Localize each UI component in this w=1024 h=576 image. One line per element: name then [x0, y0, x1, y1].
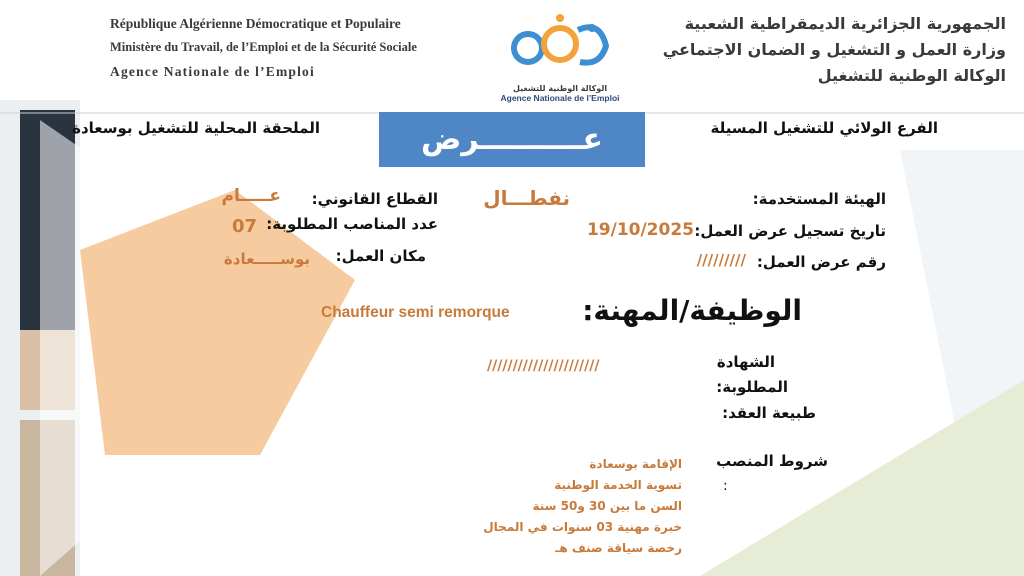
condition-item: السن ما بين 30 و50 سنة — [532, 499, 682, 513]
registration-date-value: 19/10/2025 — [586, 220, 694, 240]
legal-sector-value: عـــــام — [221, 186, 281, 206]
annex-office-title: الملحقة المحلية للتشغيل بوسعادة — [72, 119, 320, 137]
diploma-required-label: المطلوبة: — [716, 378, 788, 396]
legal-sector-label: القطاع القانوني: — [311, 190, 438, 208]
header-ar-line3: الوكالة الوطنية للتشغيل — [817, 66, 1006, 85]
condition-item: خبرة مهنية 03 سنوات في المجال — [483, 520, 682, 534]
workplace-value: بوســـــعادة — [223, 250, 310, 268]
conditions-colon: : — [723, 478, 728, 494]
offer-number-value: ///////// — [696, 251, 746, 269]
header-ar-line2: وزارة العمل و التشغيل و الضمان الاجتماعي — [662, 40, 1006, 59]
contract-type-label: طبيعة العقد: — [722, 404, 816, 422]
condition-item: تسوية الخدمة الوطنية — [554, 478, 682, 492]
logo-ar-text: الوكالة الوطنية للتشغيل — [512, 84, 608, 93]
workplace-label: مكان العمل: — [335, 247, 426, 265]
offer-banner: عــــــــــرض — [379, 112, 645, 167]
registration-date-label: تاريخ تسجيل عرض العمل: — [694, 222, 886, 240]
job-title-value: Chauffeur semi remorque — [321, 304, 510, 321]
diploma-label: الشهادة — [716, 353, 775, 371]
offer-number-label: رقم عرض العمل: — [756, 253, 886, 271]
condition-item: الإقامة بوسعادة — [589, 457, 682, 471]
conditions-label: شروط المنصب — [716, 452, 828, 470]
logo-fr-text: Agence Nationale de l’Emploi — [500, 93, 620, 103]
employer-label: الهيئة المستخدمة: — [752, 190, 886, 208]
logo-mark-icon — [500, 10, 620, 80]
condition-item: رخصة سياقة صنف هـ — [555, 541, 682, 555]
diploma-value: ////////////////////// — [487, 358, 600, 374]
job-title-label: الوظيفة/المهنة: — [582, 294, 802, 327]
positions-count-label: عدد المناصب المطلوبة: — [266, 215, 438, 233]
positions-count-value: 07 — [231, 216, 257, 237]
header-ar-line1: الجمهورية الجزائرية الديمقراطية الشعبية — [684, 14, 1006, 33]
employer-value: نفطـــال — [483, 186, 570, 210]
header-fr-line2: Ministère du Travail, de l’Emploi et de la Sécurité Sociale — [110, 40, 417, 54]
agency-logo — [500, 10, 620, 110]
header-fr-line1: République Algérienne Démocratique et Populaire — [110, 16, 401, 31]
header-fr-line3: Agence Nationale de l’Emploi — [110, 64, 315, 79]
branch-office-title: الفرع الولائي للتشغيل المسيلة — [710, 119, 938, 137]
